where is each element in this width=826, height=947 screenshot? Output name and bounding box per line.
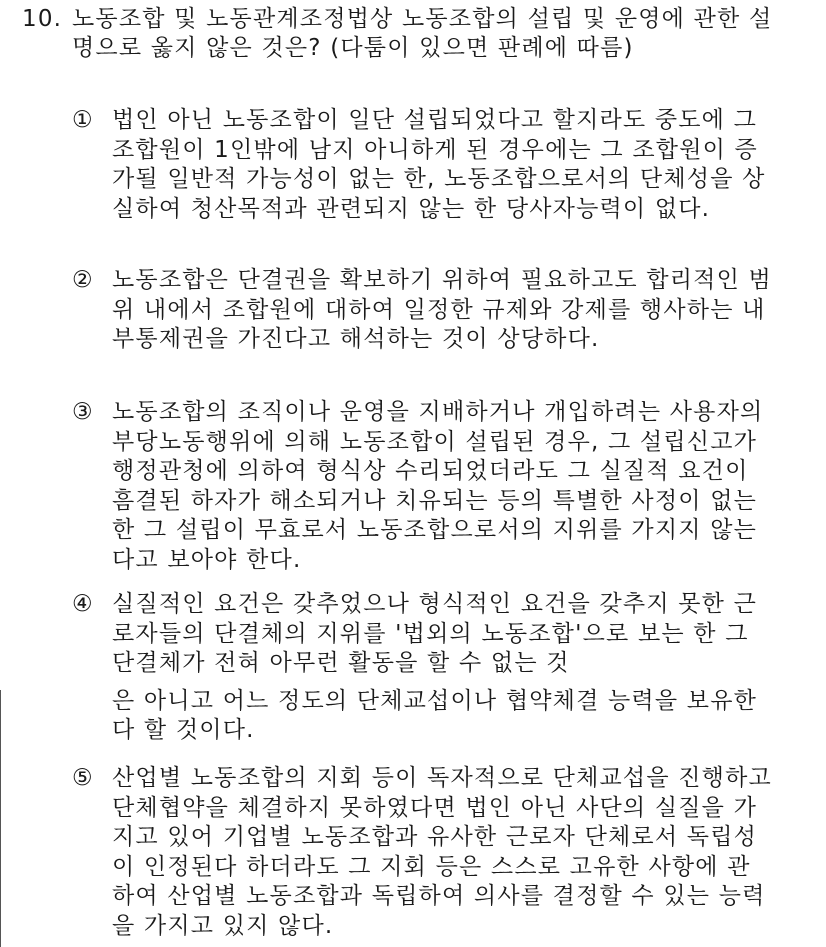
option-1-text: 법인 아닌 노동조합이 일단 설립되었다고 할지라도 중도에 그 조합원이 1인밖에 남지 아니하게 된 경우에는 그 조합원이 증가될 일반적 가능성이 없는 한, 노동조합으로서의 단체성을 상실하여 청산목적과 관련되지 않는 한 당사자능력이 없다. bbox=[112, 107, 766, 222]
option-5[interactable] bbox=[72, 764, 772, 941]
option-1[interactable] bbox=[72, 106, 772, 224]
question-number: 10. bbox=[22, 6, 63, 32]
option-2-text: 노동조합은 단결권을 확보하기 위하여 필요하고도 합리적인 범위 내에서 조합원에 대하여 일정한 규제와 강제를 행사하는 내부통제권을 가진다고 해석하는 것이 상당하다. bbox=[112, 267, 772, 352]
option-3[interactable] bbox=[72, 398, 772, 575]
option-4[interactable] bbox=[72, 590, 772, 746]
option-2[interactable] bbox=[72, 266, 772, 355]
option-3-text: 노동조합의 조직이나 운영을 지배하거나 개입하려는 사용자의 부당노동행위에 의해 노동조합이 설립된 경우, 그 설립신고가 행정관청에 의하여 형식상 수리되었더라도 그 실질적 요건이 흠결된 하자가 해소되거나 치유되는 등의 특별한 사정이 없는 한 그 설립이 무효로서 노동조합으로서의 지위를 가지지 않는다고 보아야 한다. bbox=[112, 399, 764, 573]
question-stem: 노동조합 및 노동관계조정법상 노동조합의 설립 및 운영에 관한 설명으로 옳지 않은 것은? (다툼이 있으면 판례에 따름) bbox=[72, 6, 773, 61]
option-5-marker: ⑤ bbox=[72, 765, 94, 791]
option-2-marker: ② bbox=[72, 267, 94, 293]
column-divider bbox=[0, 690, 1, 947]
option-4-text-continued: 은 아니고 어느 정도의 단체교섭이나 협약체결 능력을 보유한다 할 것이다. bbox=[112, 687, 758, 743]
option-3-marker: ③ bbox=[72, 399, 94, 425]
option-5-text: 산업별 노동조합의 지회 등이 독자적으로 단체교섭을 진행하고 단체협약을 체결하지 못하였다면 법인 아닌 사단의 실질을 가지고 있어 기업별 노동조합과 유사한 근로자 단체로서 독립성이 인정된다 하더라도 그 지회 등은 스스로 고유한 사항에 관하여 산업별 노동조합과 독립하여 의사를 결정할 수 있는 능력을 가지고 있지 않다. bbox=[112, 765, 772, 939]
option-1-marker: ① bbox=[72, 107, 94, 133]
question-block bbox=[22, 5, 782, 63]
option-4-text: 실질적인 요건은 갖추었으나 형식적인 요건을 갖추지 못한 근로자들의 단결체의 지위를 '법외의 노동조합'으로 보는 한 그 단결체가 전혀 아무런 활동을 할 수 없는 것 bbox=[112, 591, 758, 676]
option-4-marker: ④ bbox=[72, 591, 94, 617]
